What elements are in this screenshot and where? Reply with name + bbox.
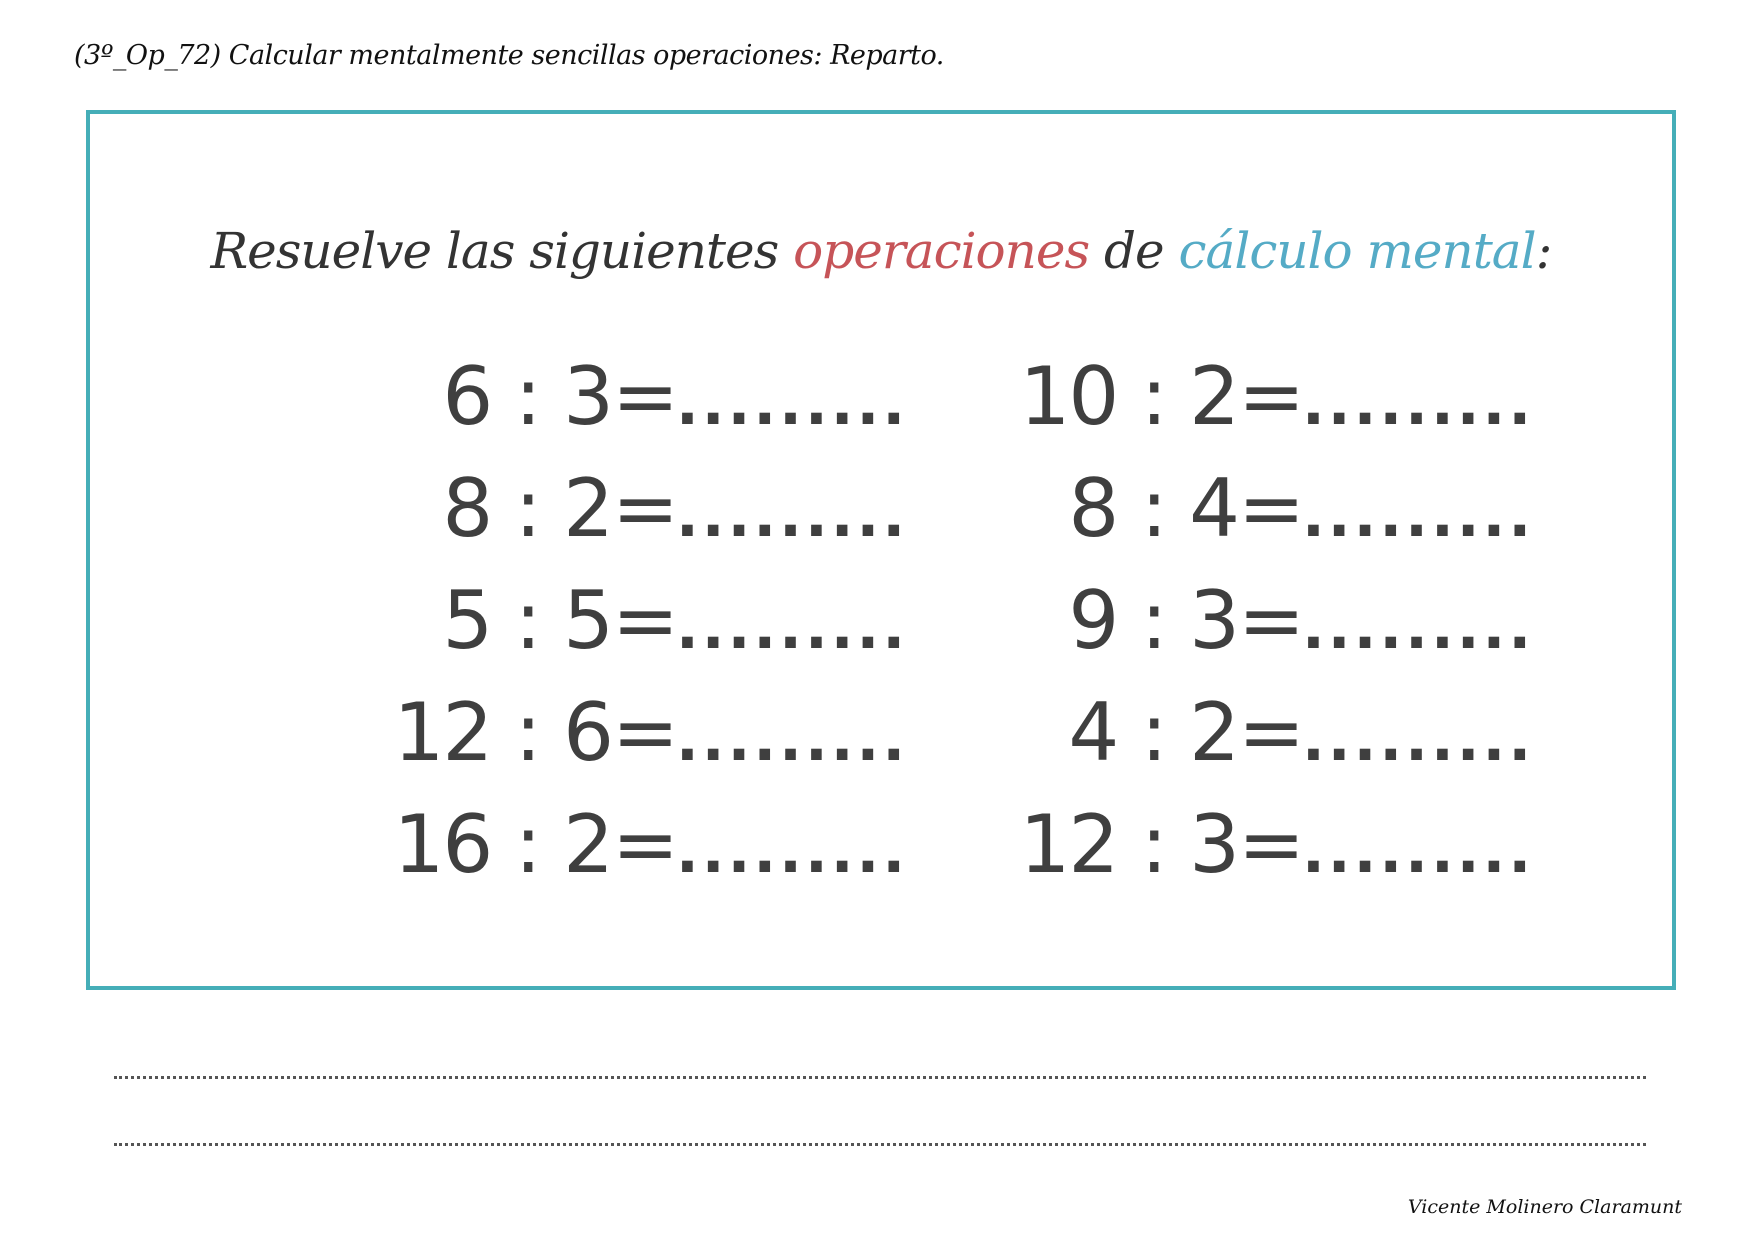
answer-blank[interactable]: ......... <box>676 593 909 663</box>
answer-blank[interactable]: ......... <box>1302 369 1535 439</box>
instruction-colon: : <box>1535 222 1552 280</box>
operation-expression: 6 : 3 <box>442 350 612 443</box>
equals-sign: = <box>612 574 680 667</box>
answer-blank[interactable]: ......... <box>676 481 909 551</box>
answer-blank[interactable]: ......... <box>1302 817 1535 887</box>
operation-expression: 5 : 5 <box>442 574 612 667</box>
author-signature: Vicente Molinero Claramunt <box>1407 1196 1682 1218</box>
equals-sign: = <box>1238 574 1306 667</box>
equals-sign: = <box>1238 350 1306 443</box>
operation-row <box>352 798 908 910</box>
operation-expression: 10 : 2 <box>1019 350 1238 443</box>
equals-sign: = <box>612 350 680 443</box>
answer-blank[interactable]: ......... <box>1302 705 1535 775</box>
instruction-highlight-calculo-mental: cálculo mental <box>1178 222 1536 280</box>
dotted-writing-line[interactable] <box>114 1143 1646 1146</box>
answer-blank[interactable]: ......... <box>676 705 909 775</box>
equals-sign: = <box>612 462 680 555</box>
operation-row <box>978 798 1534 910</box>
operation-expression: 16 : 2 <box>393 798 612 891</box>
equals-sign: = <box>612 686 680 779</box>
answer-blank[interactable]: ......... <box>676 817 909 887</box>
answer-blank[interactable]: ......... <box>676 369 909 439</box>
instruction-text-2: de <box>1089 222 1179 280</box>
operation-row <box>978 462 1534 574</box>
operation-expression: 8 : 2 <box>442 462 612 555</box>
equals-sign: = <box>612 798 680 891</box>
operation-row <box>352 462 908 574</box>
operation-expression: 9 : 3 <box>1068 574 1238 667</box>
answer-blank[interactable]: ......... <box>1302 481 1535 551</box>
operation-expression: 8 : 4 <box>1068 462 1238 555</box>
exercise-frame <box>86 110 1676 990</box>
operation-expression: 4 : 2 <box>1068 686 1238 779</box>
operation-row <box>352 574 908 686</box>
operations-right-column <box>978 350 1534 910</box>
operation-row <box>978 350 1534 462</box>
operation-row <box>352 686 908 798</box>
answer-blank[interactable]: ......... <box>1302 593 1535 663</box>
equals-sign: = <box>1238 686 1306 779</box>
equals-sign: = <box>1238 798 1306 891</box>
instruction-heading <box>90 222 1672 280</box>
operation-row <box>352 350 908 462</box>
instruction-highlight-operaciones: operaciones <box>793 222 1090 280</box>
dotted-writing-line[interactable] <box>114 1076 1646 1079</box>
page-title: (3º_Op_72) Calcular mentalmente sencillas operaciones: Reparto. <box>74 40 944 71</box>
operation-expression: 12 : 3 <box>1019 798 1238 891</box>
operations-left-column <box>352 350 908 910</box>
operation-expression: 12 : 6 <box>393 686 612 779</box>
operation-row <box>978 686 1534 798</box>
equals-sign: = <box>1238 462 1306 555</box>
operation-row <box>978 574 1534 686</box>
instruction-text-1: Resuelve las siguientes <box>210 222 794 280</box>
